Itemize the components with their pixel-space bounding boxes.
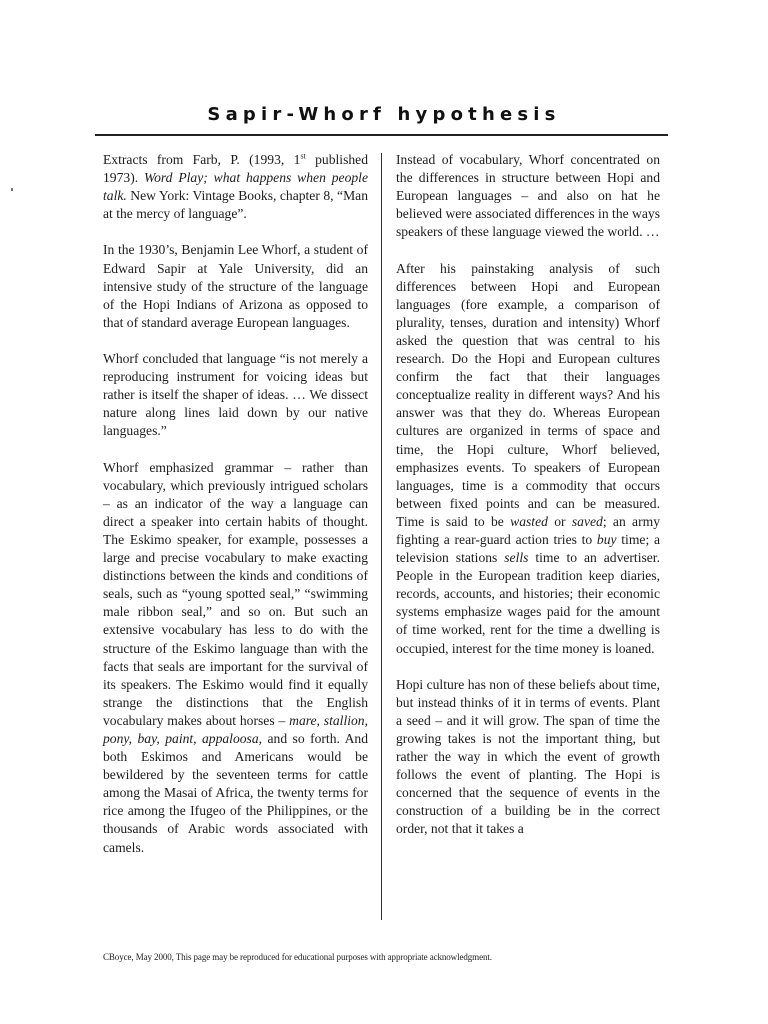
paragraph-time-concepts: After his painstaking analysis of such differences between Hopi and European languages (fore example, a comparison of plurality, tenses, duration and intensity) Whorf asked the question that was central to his research. Do the Hopi and European cultures confirm the fact that their languages conceptualize reality in different ways? And his answer was that they do. Whereas European cultures are organized in terms of space and time, the Hopi culture, Whorf believed, emphasizes events. To speakers of European languages, time is a commodity that occurs between fixed points and can be measured. Time is said to be wasted or saved; an army fighting a rear-guard action tries to buy time; a television stations sells time to an advertiser. People in the European tradition keep diaries, records, accounts, and histories; their economic systems emphasize wages paid for the amount of time worked, rent for the time a dwelling is occupied, interest for the time money is loaned. xyxy=(396,260,660,656)
paragraph-hopi-culture: Hopi culture has non of these beliefs about time, but instead thinks of it in terms of events. Plant a seed – and it will grow. The span of time the growing takes is not the important thing, but rather the way in which the event of growth follows the event of planting. The Hopi is concerned that the sequence of events in the construction of a building be in the correct order, not that it takes a xyxy=(396,676,660,837)
paragraph-structure-focus: Instead of vocabulary, Whorf concentrated on the differences in structure between Hopi and European languages – and also on hat he believed were associated differences in the ways speakers of these language viewed the world. … xyxy=(396,152,660,240)
footer-note: CBoyce, May 2000, This page may be reproduced for educational purposes with appropriate acknowledgment. xyxy=(103,952,492,962)
title-rule xyxy=(95,134,668,136)
paragraph-whorf-study: In the 1930’s, Benjamin Lee Whorf, a student of Edward Sapir at Yale University, did an intensive study of the structure of the language of the Hopi Indians of Arizona as opposed to that of standard average European languages. xyxy=(103,242,368,330)
paragraph-whorf-conclusion: Whorf concluded that language “is not merely a reproducing instrument for voicing ideas but rather is itself the shaper of ideas. … We dissect nature along lines laid down by our native languages.” xyxy=(103,351,368,439)
left-column xyxy=(103,151,368,857)
page-title: Sapir-Whorf hypothesis xyxy=(207,104,561,125)
scan-speck xyxy=(11,188,13,191)
column-divider xyxy=(381,153,382,920)
paragraph-grammar-vocabulary: Whorf emphasized grammar – rather than vocabulary, which previously intrigued scholars – as an indicator of the way a language can direct a speaker into certain habits of thought. The Eskimo speaker, for example, possesses a large and precise vocabulary to make exacting distinctions between the kinds and conditions of seals, such as “young spotted seal,” “swimming male ribbon seal,” and so on. But such an extensive vocabulary has less to do with the structure of the Eskimo language than with the facts that seals are important for the survival of its speakers. The Eskimo would find it equally strange the distinctions that the English vocabulary makes about horses – mare, stallion, pony, bay, paint, appaloosa, and so forth. And both Eskimos and Americans would be bewildered by the seventeen terms for cattle among the Masai of Africa, the twenty terms for rice among the Ifugeo of the Philippines, or the thousands of Arabic words associated with camels. xyxy=(103,459,368,855)
right-column xyxy=(396,151,660,839)
citation-paragraph: Extracts from Farb, P. (1993, 1st published 1973). Word Play; what happens when people talk. New York: Vintage Books, chapter 8, “Man at the mercy of language”. xyxy=(103,151,368,222)
